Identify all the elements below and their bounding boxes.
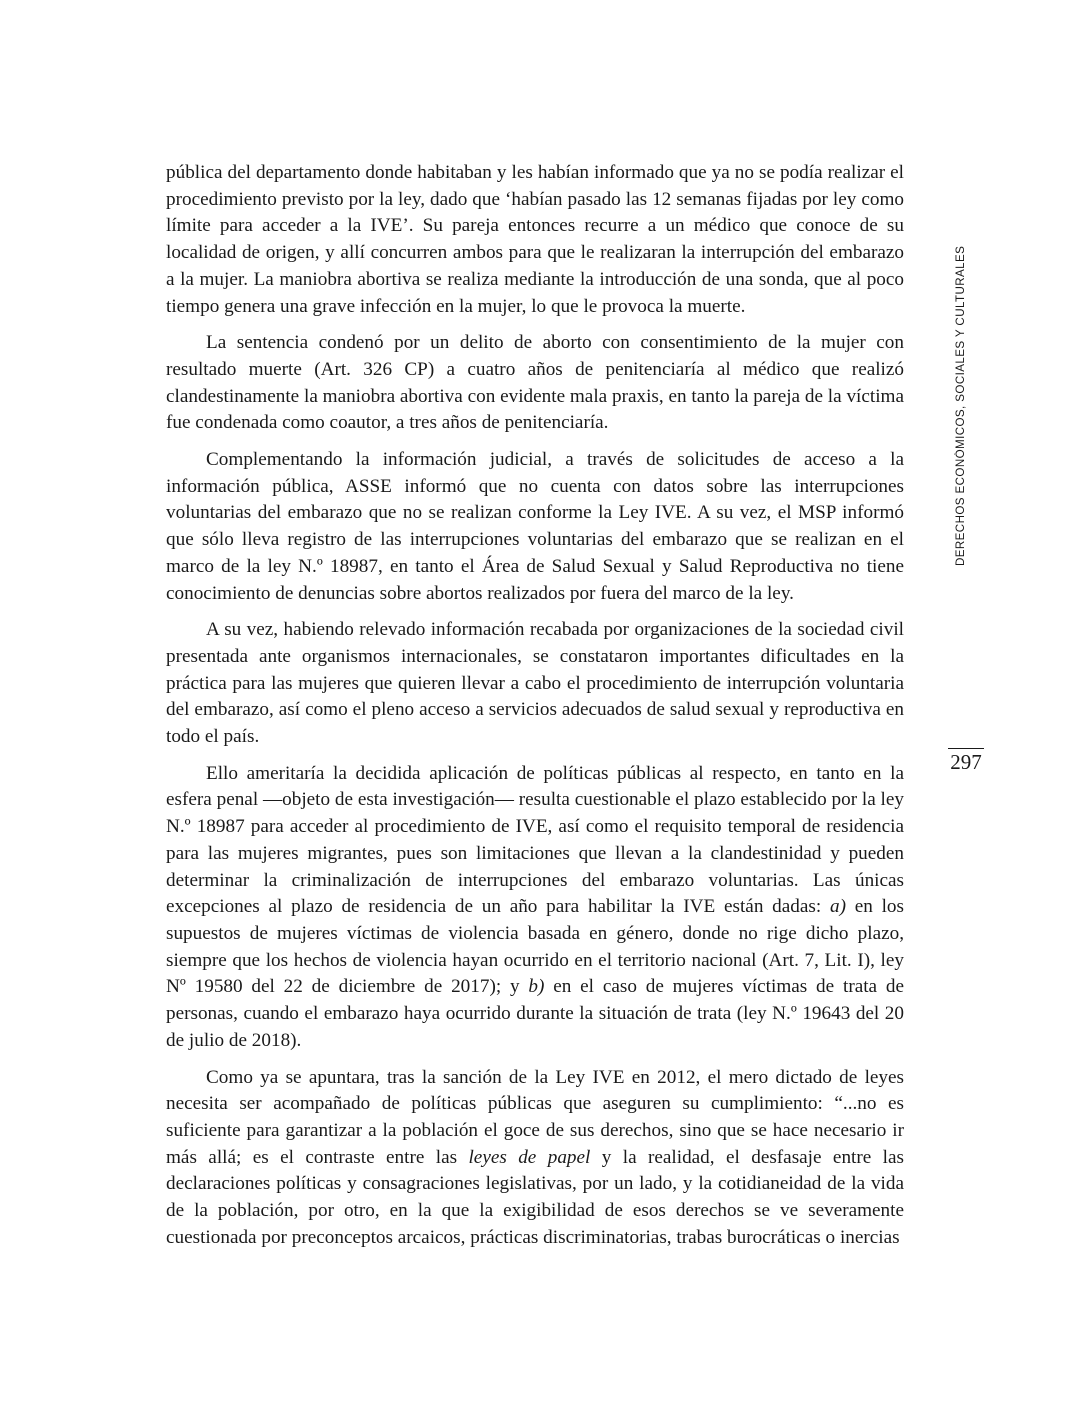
body-text [166,160,904,1261]
paragraph-6 [166,1065,904,1252]
paragraph-5-part-3: en el caso de mujeres víctimas de trata de personas, cuando el embarazo haya ocurrido durante la situación de trata (ley N.º 19643 del 20 de julio de 2018). [166,976,905,1051]
paragraph-3: Complementando la información judicial, a través de solicitudes de acceso a la información pública, ASSE informó que no cuenta con datos sobre las interrupciones voluntarias del embarazo que no se realizan conforme la Ley IVE. A su vez, el MSP informó que sólo lleva registro de las interrupciones voluntarias del embarazo que se realizan en el marco de la ley N.º 18987, en tanto el Área de Salud Sexual y Salud Reproductiva no tiene conocimiento de denuncias sobre abortos realizados por fuera del marco de la ley. [166,449,904,604]
paragraph-4: A su vez, habiendo relevado información recabada por organizaciones de la sociedad civil presentada ante organismos internacionales, se constataron importantes dificultades en la práctica para las mujeres que quieren llevar a cabo el procedimiento de interrupción voluntaria del embarazo, así como el pleno acceso a servicios adecuados de salud sexual y reproductiva en todo el país. [166,619,904,748]
list-marker-b: b) [528,976,545,998]
paragraph-5-part-2: en los supuestos de mujeres víctimas de violencia basada en género, donde no rige dicho plazo, siempre que los hechos de violencia hayan ocurrido en el territorio nacional (Art. 7, Lit. I), ley Nº 19580 del 22 de diciembre de 2017); y [166,896,904,998]
paragraph-2: La sentencia condenó por un delito de aborto con consentimiento de la mujer con resultado muerte (Art. 326 CP) a cuatro años de penitenciaría al médico que realizó clandestinamente la maniobra abortiva con evidente mala praxis, en tanto la pareja de la víctima fue condenada como coautor, a tres años de penitenciaría. [166,332,904,434]
page-number-rule [948,748,984,749]
paragraph-6-part-2: y la realidad, el desfasaje entre las declaraciones políticas y consagraciones legislativas, por un lado, y la cotidianeidad de la vida de la población, por otro, en la que la exigibilidad de esos derechos se ve severamente cuestionada por preconceptos arcaicos, prácticas discriminatorias, trabas burocráticas o inercias [166,1146,904,1248]
paragraph-6-part-1: Como ya se apuntara, tras la sanción de la Ley IVE en 2012, el mero dictado de leyes necesita ser acompañado de políticas públicas que aseguren su cumplimiento: “...no es suficiente para garantizar a la población el goce de sus derechos, sino que se hace necesario ir más allá; es el contraste entre las [166,1066,904,1168]
page-number: 297 [950,750,982,774]
running-head: DERECHOS ECONÓMICOS, SOCIALES Y CULTURALES [954,245,967,566]
list-marker-a: a) [829,896,846,918]
emphasis-leyes-de-papel: leyes de papel [468,1146,591,1168]
paragraph-1: pública del departamento donde habitaban y les habían informado que ya no se podía realizar el procedimiento previsto por la ley, dado que ‘habían pasado las 12 semanas fijadas por ley como límite para acceder a la IVE’. Su pareja entonces recurre a un médico que conoce de su localidad de origen, y allí concurren ambos para que le realizaran la interrupción del embarazo a la mujer. La maniobra abortiva se realiza mediante la introducción de una sonda, que al poco tiempo genera una grave infección en la mujer, lo que le provoca la muerte. [166,162,904,317]
paragraph-5 [166,761,904,1055]
paragraph-5-part-1: Ello ameritaría la decidida aplicación de políticas públicas al respecto, en tanto en la esfera penal —objeto de esta investigación— resulta cuestionable el plazo establecido por la ley N.º 18987 para acceder al procedimiento de IVE, así como el requisito temporal de residencia para las mujeres migrantes, pues son limitaciones que llevan a la clandestinidad y pueden determinar la criminalización de interrupciones del embarazo voluntarias. Las únicas excepciones al plazo de residencia de un año para habilitar la IVE están dadas: [166,762,904,918]
